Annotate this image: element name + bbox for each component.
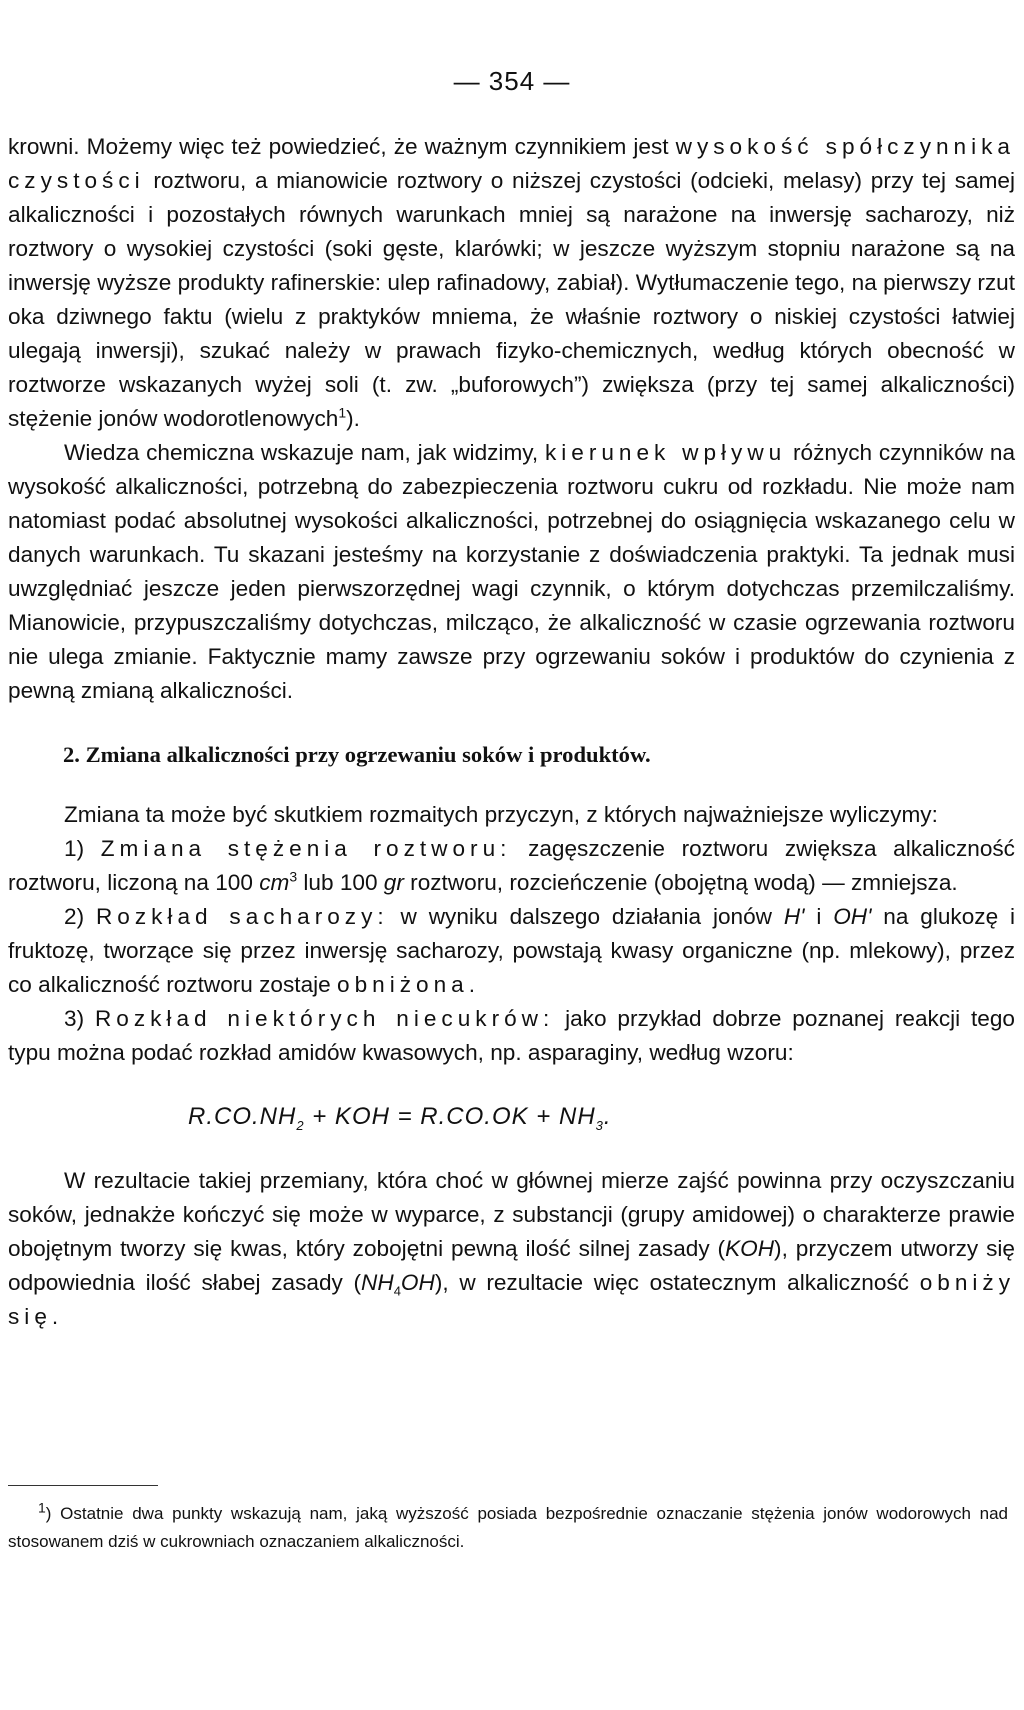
paragraph-4: W rezultacie takiej przemiany, która choć w głównej mierze zajść powinna przy oczyszczaniu soków, jednakże kończyć się może w wyparce, z substancji (grupy amidowej) o charakterze prawie obojętnym tworzy się kwas, który zobojętni pewną ilość silnej zasady (KOH), przyczem utworzy się odpowiednia ilość słabej zasady $(NH_4OH)$, w rezultacie więc ostatecznym alkaliczność obniży się. (8, 1168, 1015, 1329)
footnote-marker: 1 (38, 1499, 46, 1516)
list-item-1: 1) Zmiana stężenia roztworu: zagęszczenie roztworu zwiększa alkaliczność roztworu, liczoną na 100 $cm^3$ lub 100 gr roztworu, rozcieńczenie (obojętną wodą) — zmniejsza. (8, 836, 1015, 895)
footnote-divider (8, 1485, 158, 1486)
footnote-text: ) Ostatnie dwa punkty wskazują nam, jaką wyższość posiada bezpośrednie oznaczanie stężenia jonów wodorowych nad stosowanem dziś w cukrowniach oznaczaniem alkaliczności. (8, 1504, 1008, 1551)
section-heading: 2. Zmiana alkaliczności przy ogrzewaniu soków i produktów. (63, 742, 651, 767)
body-text (8, 130, 1015, 1334)
footnote-reference: 1 (338, 404, 347, 421)
chemical-formula: $R.CO.NH_2$ + KOH = $R.CO.OK + NH_3$. (188, 1103, 612, 1133)
page-number: — 354 — (453, 66, 571, 96)
paragraph-2: Wiedza chemiczna wskazuje nam, jak widzimy, kierunek wpływu różnych czynników na wysokość alkaliczności, potrzebną do zabezpieczenia roztworu cukru od rozkładu. Nie może nam natomiast podać absolutnej wysokości alkaliczności, potrzebnej do osiągnięcia wskazanego celu w danych warunkach. Tu skazani jesteśmy na korzystanie z doświadczenia praktyki. Ta jednak musi uwzględniać jeszcze jeden pierwszorzędnej wagi czynnik, o którym dotychczas przemilczaliśmy. Mianowicie, przypuszczaliśmy dotychczas, milcząco, że alkaliczność w czasie ogrzewania roztworu nie ulega zmianie. Faktycznie mamy zawsze przy ogrzewaniu soków i produktów do czynienia z pewną zmianą alkaliczności. (8, 440, 1016, 703)
list-item-3: 3) Rozkład niektórych niecukrów: jako przykład dobrze poznanej reakcji tego typu można podać rozkład amidów kwasowych, np. asparaginy, według wzoru: (8, 1006, 1015, 1065)
paragraph-3: Zmiana ta może być skutkiem rozmaitych przyczyn, z których najważniejsze wyliczymy: (64, 802, 938, 827)
list-item-2: 2) Rozkład sacharozy: w wyniku dalszego działania jonów H' i OH' na glukozę i fruktozę, tworzące się przez inwersję sacharozy, powstają kwasy organiczne (np. mlekowy), przez co alkaliczność roztworu zostaje obniżona. (8, 904, 1016, 997)
footnote (8, 1500, 1008, 1556)
paragraph-1: krowni. Możemy więc też powiedzieć, że ważnym czynnikiem jest wysokość spółczynnika czystości roztworu, a mianowicie roztwory o niższej czystości (odcieki, melasy) przy tej samej alkaliczności i pozostałych równych warunkach mniej są narażone na inwersję sacharozy, niż roztwory o wysokiej czystości (soki gęste, klarówki; w jeszcze wyższym stopniu narażone są na inwersję wyższe produkty rafinerskie: ulep rafinadowy, zabiał). Wytłumaczenie tego, na pierwszy rzut oka dziwnego faktu (wielu z praktyków mniema, że właśnie roztwory o niskiej czystości łatwiej ulegają inwersji), szukać należy w prawach fizyko-chemicznych, według których obecność w roztworze wskazanych wyżej soli (t. zw. „buforowych”) zwiększa (przy tej samej alkaliczności) stężenie jonów wodorotlenowych$^1$). (8, 134, 1015, 431)
